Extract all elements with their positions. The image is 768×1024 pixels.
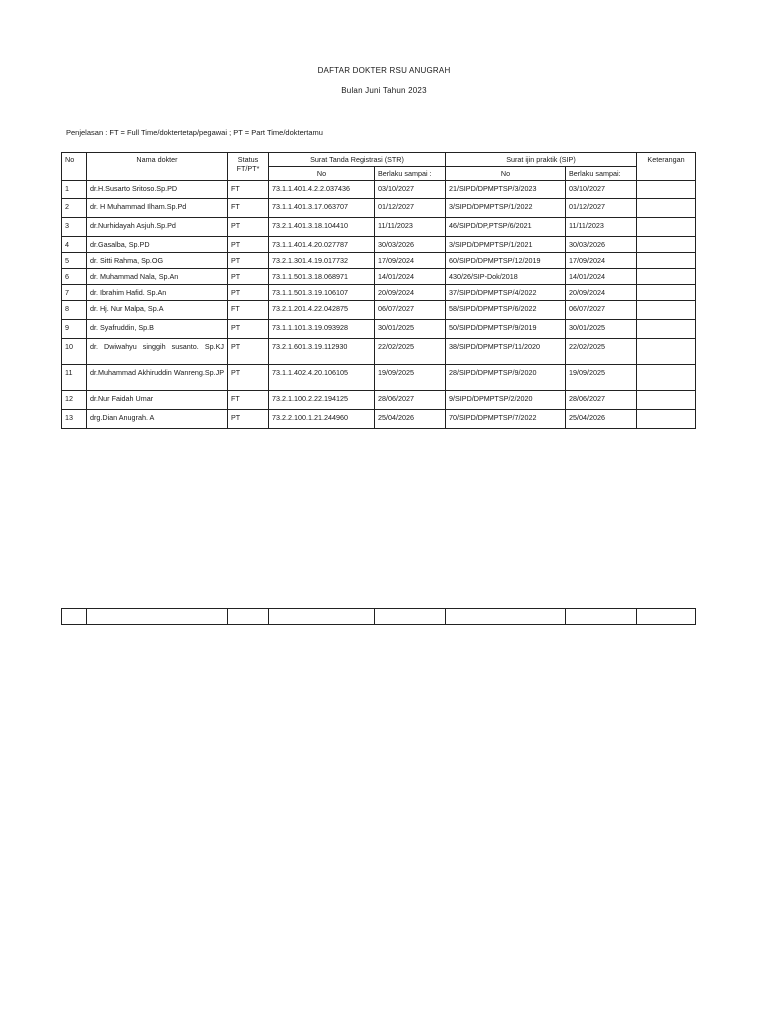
cell-keterangan [637, 301, 696, 320]
header-sip-berlaku: Berlaku sampai: [566, 167, 637, 181]
cell-str-berlaku: 14/01/2024 [375, 269, 446, 285]
cell-nama: dr. Ibrahim Hafid. Sp.An [87, 285, 228, 301]
cell-keterangan [637, 339, 696, 365]
cell-str-no: 73.2.1.601.3.19.112930 [269, 339, 375, 365]
cell-nama-text: dr.Muhammad Akhiruddin Wanreng.Sp.JP [90, 368, 224, 377]
table-row [62, 181, 696, 199]
table-row [62, 320, 696, 339]
cell-nama: dr. Syafruddin, Sp.B [87, 320, 228, 339]
header-str-berlaku: Berlaku sampai : [375, 167, 446, 181]
cell-sip-no: 60/SIPD/DPMPTSP/12/2019 [446, 253, 566, 269]
cell-nama: dr.Nur Faidah Umar [87, 391, 228, 410]
cell-keterangan [637, 365, 696, 391]
cell-status: FT [228, 301, 269, 320]
cell-sip-berlaku: 25/04/2026 [566, 410, 637, 429]
cell-sip-berlaku: 28/06/2027 [566, 391, 637, 410]
cell-str-no: 73.2.1.401.3.18.104410 [269, 218, 375, 237]
cell-sip-berlaku: 03/10/2027 [566, 181, 637, 199]
cell-sip-no: 58/SIPD/DPMPTSP/6/2022 [446, 301, 566, 320]
blank-cell [228, 609, 269, 625]
cell-sip-no: 50/SIPD/DPMPTSP/9/2019 [446, 320, 566, 339]
cell-keterangan [637, 218, 696, 237]
document-subtitle: Bulan Juni Tahun 2023 [341, 86, 427, 95]
table-row [62, 391, 696, 410]
cell-sip-berlaku: 01/12/2027 [566, 199, 637, 218]
cell-str-berlaku: 30/01/2025 [375, 320, 446, 339]
cell-str-berlaku: 06/07/2027 [375, 301, 446, 320]
cell-nama: dr. H Muhammad Ilham.Sp.Pd [87, 199, 228, 218]
table-row [62, 301, 696, 320]
cell-nama [87, 365, 228, 391]
cell-str-berlaku: 28/06/2027 [375, 391, 446, 410]
cell-no: 4 [62, 237, 87, 253]
cell-status: PT [228, 410, 269, 429]
table-row [62, 269, 696, 285]
cell-str-berlaku: 22/02/2025 [375, 339, 446, 365]
cell-str-berlaku: 01/12/2027 [375, 199, 446, 218]
cell-no: 7 [62, 285, 87, 301]
header-status: Status FT/PT* [228, 153, 269, 181]
table-row [62, 218, 696, 237]
cell-str-berlaku: 25/04/2026 [375, 410, 446, 429]
cell-sip-no: 28/SIPD/DPMPTSP/9/2020 [446, 365, 566, 391]
cell-str-no: 73.1.1.401.4.20.027787 [269, 237, 375, 253]
blank-table [61, 608, 696, 625]
cell-no: 8 [62, 301, 87, 320]
cell-str-berlaku: 03/10/2027 [375, 181, 446, 199]
cell-status: PT [228, 339, 269, 365]
cell-keterangan [637, 253, 696, 269]
cell-status: PT [228, 269, 269, 285]
cell-str-no: 73.1.1.401.4.2.2.037436 [269, 181, 375, 199]
blank-row [62, 609, 696, 625]
cell-nama-text: dr. Dwiwahyu singgih susanto. Sp.KJ [90, 342, 224, 351]
cell-nama: drg.Dian Anugrah. A [87, 410, 228, 429]
cell-no: 2 [62, 199, 87, 218]
table-row [62, 410, 696, 429]
cell-sip-no: 37/SIPD/DPMPTSP/4/2022 [446, 285, 566, 301]
cell-str-no: 73.1.1.101.3.19.093928 [269, 320, 375, 339]
cell-no: 6 [62, 269, 87, 285]
cell-sip-no: 38/SIPD/DPMPTSP/11/2020 [446, 339, 566, 365]
cell-sip-berlaku: 19/09/2025 [566, 365, 637, 391]
cell-status: PT [228, 253, 269, 269]
cell-no: 10 [62, 339, 87, 365]
cell-no: 13 [62, 410, 87, 429]
table-row [62, 339, 696, 365]
cell-no: 11 [62, 365, 87, 391]
cell-status: PT [228, 365, 269, 391]
cell-sip-berlaku: 11/11/2023 [566, 218, 637, 237]
cell-status: FT [228, 199, 269, 218]
blank-cell [637, 609, 696, 625]
cell-status: FT [228, 181, 269, 199]
cell-sip-no: 3/SIPD/DPMPTSP/1/2022 [446, 199, 566, 218]
cell-str-no: 73.2.1.100.2.22.194125 [269, 391, 375, 410]
table-row [62, 285, 696, 301]
cell-no: 3 [62, 218, 87, 237]
cell-status: PT [228, 320, 269, 339]
header-no: No [62, 153, 87, 181]
cell-str-berlaku: 20/09/2024 [375, 285, 446, 301]
cell-str-no: 73.2.1.301.4.19.017732 [269, 253, 375, 269]
cell-sip-berlaku: 17/09/2024 [566, 253, 637, 269]
table-row [62, 237, 696, 253]
cell-keterangan [637, 285, 696, 301]
cell-keterangan [637, 237, 696, 253]
cell-status: PT [228, 285, 269, 301]
cell-nama [87, 339, 228, 365]
header-str-no: No [269, 167, 375, 181]
cell-status: PT [228, 237, 269, 253]
cell-nama: dr. Hj. Nur Malpa, Sp.A [87, 301, 228, 320]
cell-no: 1 [62, 181, 87, 199]
header-nama: Nama dokter [87, 153, 228, 181]
cell-sip-no: 21/SIPD/DPMPTSP/3/2023 [446, 181, 566, 199]
blank-cell [62, 609, 87, 625]
cell-str-no: 73.1.1.501.3.19.106107 [269, 285, 375, 301]
cell-str-berlaku: 19/09/2025 [375, 365, 446, 391]
cell-nama: dr.H.Susarto Sritoso.Sp.PD [87, 181, 228, 199]
cell-keterangan [637, 410, 696, 429]
cell-sip-no: 430/26/SIP-Dok/2018 [446, 269, 566, 285]
cell-sip-no: 3/SIPD/DPMPTSP/1/2021 [446, 237, 566, 253]
cell-keterangan [637, 199, 696, 218]
cell-str-no: 73.2.2.100.1.21.244960 [269, 410, 375, 429]
cell-nama: dr. Muhammad Nala, Sp.An [87, 269, 228, 285]
cell-sip-berlaku: 22/02/2025 [566, 339, 637, 365]
cell-str-no: 73.2.1.201.4.22.042875 [269, 301, 375, 320]
doctor-table [61, 152, 696, 429]
cell-sip-no: 46/SIPD/DP,PTSP/6/2021 [446, 218, 566, 237]
table-row [62, 199, 696, 218]
blank-cell [87, 609, 228, 625]
cell-no: 9 [62, 320, 87, 339]
cell-sip-berlaku: 20/09/2024 [566, 285, 637, 301]
blank-cell [566, 609, 637, 625]
header-sip: Surat ijin praktik (SIP) [446, 153, 637, 167]
cell-nama: dr.Gasalba, Sp.PD [87, 237, 228, 253]
cell-sip-berlaku: 30/03/2026 [566, 237, 637, 253]
cell-sip-no: 70/SIPD/DPMPTSP/7/2022 [446, 410, 566, 429]
header-keterangan: Keterangan [637, 153, 696, 181]
cell-keterangan [637, 320, 696, 339]
cell-no: 5 [62, 253, 87, 269]
cell-sip-berlaku: 06/07/2027 [566, 301, 637, 320]
cell-str-no: 73.1.1.401.3.17.063707 [269, 199, 375, 218]
cell-sip-berlaku: 30/01/2025 [566, 320, 637, 339]
blank-cell [269, 609, 375, 625]
cell-sip-no: 9/SIPD/DPMPTSP/2/2020 [446, 391, 566, 410]
document-title: DAFTAR DOKTER RSU ANUGRAH [317, 66, 451, 75]
explanation-note: Penjelasan : FT = Full Time/doktertetap/pegawai ; PT = Part Time/doktertamu [66, 128, 323, 137]
cell-str-berlaku: 11/11/2023 [375, 218, 446, 237]
cell-keterangan [637, 181, 696, 199]
cell-sip-berlaku: 14/01/2024 [566, 269, 637, 285]
cell-keterangan [637, 269, 696, 285]
cell-nama: dr. Sitti Rahma, Sp.OG [87, 253, 228, 269]
cell-keterangan [637, 391, 696, 410]
cell-str-no: 73.1.1.501.3.18.068971 [269, 269, 375, 285]
table-row [62, 365, 696, 391]
blank-cell [375, 609, 446, 625]
cell-no: 12 [62, 391, 87, 410]
cell-nama: dr.Nurhidayah Asjuh.Sp.Pd [87, 218, 228, 237]
blank-cell [446, 609, 566, 625]
header-str: Surat Tanda Registrasi (STR) [269, 153, 446, 167]
cell-str-berlaku: 30/03/2026 [375, 237, 446, 253]
table-row [62, 253, 696, 269]
cell-str-no: 73.1.1.402.4.20.106105 [269, 365, 375, 391]
cell-status: FT [228, 391, 269, 410]
header-sip-no: No [446, 167, 566, 181]
cell-status: PT [228, 218, 269, 237]
cell-str-berlaku: 17/09/2024 [375, 253, 446, 269]
